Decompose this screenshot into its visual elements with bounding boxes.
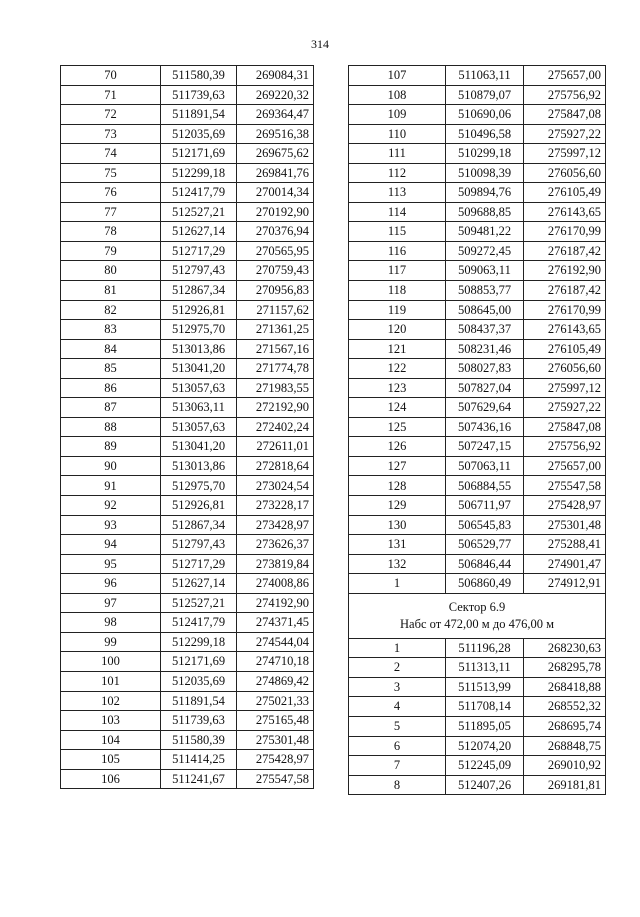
point-number: 7: [349, 756, 446, 776]
point-number: 80: [61, 261, 161, 281]
x-coordinate: 510098,39: [446, 163, 524, 183]
point-number: 122: [349, 359, 446, 379]
point-number: 113: [349, 183, 446, 203]
point-number: 90: [61, 456, 161, 476]
y-coordinate: 275301,48: [237, 730, 314, 750]
y-coordinate: 275847,08: [524, 417, 606, 437]
point-number: 3: [349, 677, 446, 697]
table-row: [349, 144, 606, 164]
x-coordinate: 512926,81: [161, 300, 237, 320]
table-row: [349, 339, 606, 359]
table-row: [349, 716, 606, 736]
y-coordinate: 274192,90: [237, 593, 314, 613]
x-coordinate: 512627,14: [161, 574, 237, 594]
x-coordinate: 510299,18: [446, 144, 524, 164]
y-coordinate: 268848,75: [524, 736, 606, 756]
point-number: 129: [349, 496, 446, 516]
sector-title: Сектор 6.9: [448, 599, 506, 614]
x-coordinate: 512717,29: [161, 241, 237, 261]
x-coordinate: 507247,15: [446, 437, 524, 457]
point-number: 76: [61, 183, 161, 203]
y-coordinate: 274008,86: [237, 574, 314, 594]
x-coordinate: 512797,43: [161, 535, 237, 555]
x-coordinate: 511739,63: [161, 711, 237, 731]
table-row: [61, 535, 314, 555]
y-coordinate: 276187,42: [524, 241, 606, 261]
x-coordinate: 506860,49: [446, 574, 524, 594]
table-row: [61, 378, 314, 398]
x-coordinate: 512867,34: [161, 281, 237, 301]
point-number: 130: [349, 515, 446, 535]
table-row: [61, 222, 314, 242]
y-coordinate: 276170,99: [524, 222, 606, 242]
table-row: [61, 574, 314, 594]
y-coordinate: 275927,22: [524, 398, 606, 418]
x-coordinate: 510879,07: [446, 85, 524, 105]
point-number: 87: [61, 398, 161, 418]
table-row: [61, 300, 314, 320]
y-coordinate: 276170,99: [524, 300, 606, 320]
table-row: [349, 677, 606, 697]
point-number: 86: [61, 378, 161, 398]
x-coordinate: 512527,21: [161, 593, 237, 613]
table-row: [349, 202, 606, 222]
point-number: 100: [61, 652, 161, 672]
table-row: [349, 85, 606, 105]
point-number: 118: [349, 281, 446, 301]
point-number: 81: [61, 281, 161, 301]
y-coordinate: 276143,65: [524, 202, 606, 222]
y-coordinate: 271157,62: [237, 300, 314, 320]
table-row: [61, 417, 314, 437]
point-number: 77: [61, 202, 161, 222]
table-row: [349, 398, 606, 418]
table-row: [61, 183, 314, 203]
y-coordinate: 273428,97: [237, 515, 314, 535]
table-row: [61, 320, 314, 340]
y-coordinate: 269841,76: [237, 163, 314, 183]
table-row: [61, 691, 314, 711]
x-coordinate: 512171,69: [161, 144, 237, 164]
x-coordinate: 506545,83: [446, 515, 524, 535]
y-coordinate: 275927,22: [524, 124, 606, 144]
point-number: 83: [61, 320, 161, 340]
table-row: [349, 66, 606, 86]
y-coordinate: 270956,83: [237, 281, 314, 301]
y-coordinate: 273819,84: [237, 554, 314, 574]
y-coordinate: 275428,97: [524, 496, 606, 516]
table-row: [61, 398, 314, 418]
point-number: 109: [349, 105, 446, 125]
y-coordinate: 275847,08: [524, 105, 606, 125]
x-coordinate: 511895,05: [446, 716, 524, 736]
x-coordinate: 512627,14: [161, 222, 237, 242]
table-row: [61, 711, 314, 731]
y-coordinate: 274869,42: [237, 671, 314, 691]
point-number: 1: [349, 638, 446, 658]
x-coordinate: 511241,67: [161, 769, 237, 789]
y-coordinate: 276187,42: [524, 281, 606, 301]
table-row: [61, 163, 314, 183]
y-coordinate: 275657,00: [524, 66, 606, 86]
x-coordinate: 508027,83: [446, 359, 524, 379]
y-coordinate: 275547,58: [524, 476, 606, 496]
point-number: 101: [61, 671, 161, 691]
x-coordinate: 510496,58: [446, 124, 524, 144]
point-number: 8: [349, 775, 446, 795]
y-coordinate: 276056,60: [524, 359, 606, 379]
y-coordinate: 276105,49: [524, 183, 606, 203]
sector-header-row: [349, 593, 606, 638]
point-number: 94: [61, 535, 161, 555]
y-coordinate: 268418,88: [524, 677, 606, 697]
page-number: 314: [311, 37, 329, 51]
table-row: [349, 515, 606, 535]
point-number: 71: [61, 85, 161, 105]
x-coordinate: 506884,55: [446, 476, 524, 496]
x-coordinate: 509894,76: [446, 183, 524, 203]
y-coordinate: 268230,63: [524, 638, 606, 658]
y-coordinate: 275547,58: [237, 769, 314, 789]
point-number: 110: [349, 124, 446, 144]
x-coordinate: 513013,86: [161, 456, 237, 476]
point-number: 93: [61, 515, 161, 535]
table-row: [61, 671, 314, 691]
x-coordinate: 506846,44: [446, 554, 524, 574]
x-coordinate: 508853,77: [446, 281, 524, 301]
y-coordinate: 275997,12: [524, 378, 606, 398]
point-number: 125: [349, 417, 446, 437]
table-row: [61, 359, 314, 379]
y-coordinate: 274544,04: [237, 632, 314, 652]
point-number: 132: [349, 554, 446, 574]
x-coordinate: 513041,20: [161, 437, 237, 457]
point-number: 97: [61, 593, 161, 613]
y-coordinate: 275288,41: [524, 535, 606, 555]
x-coordinate: 507436,16: [446, 417, 524, 437]
x-coordinate: 507827,04: [446, 378, 524, 398]
table-row: [61, 593, 314, 613]
y-coordinate: 276105,49: [524, 339, 606, 359]
x-coordinate: 512975,70: [161, 476, 237, 496]
y-coordinate: 268552,32: [524, 697, 606, 717]
table-row: [61, 66, 314, 86]
x-coordinate: 513063,11: [161, 398, 237, 418]
y-coordinate: 275165,48: [237, 711, 314, 731]
y-coordinate: 271983,55: [237, 378, 314, 398]
y-coordinate: 270565,95: [237, 241, 314, 261]
x-coordinate: 512299,18: [161, 632, 237, 652]
x-coordinate: 508437,37: [446, 320, 524, 340]
point-number: 119: [349, 300, 446, 320]
x-coordinate: 512407,26: [446, 775, 524, 795]
point-number: 2: [349, 658, 446, 678]
table-row: [61, 339, 314, 359]
point-number: 105: [61, 750, 161, 770]
y-coordinate: 270014,34: [237, 183, 314, 203]
point-number: 126: [349, 437, 446, 457]
point-number: 123: [349, 378, 446, 398]
table-row: [349, 535, 606, 555]
y-coordinate: 274912,91: [524, 574, 606, 594]
y-coordinate: 269675,62: [237, 144, 314, 164]
table-row: [61, 456, 314, 476]
table-row: [349, 183, 606, 203]
table-row: [349, 261, 606, 281]
y-coordinate: 275301,48: [524, 515, 606, 535]
x-coordinate: 512717,29: [161, 554, 237, 574]
x-coordinate: 507629,64: [446, 398, 524, 418]
x-coordinate: 512035,69: [161, 124, 237, 144]
table-row: [61, 496, 314, 516]
table-row: [61, 554, 314, 574]
y-coordinate: 269220,32: [237, 85, 314, 105]
point-number: 91: [61, 476, 161, 496]
x-coordinate: 512417,79: [161, 183, 237, 203]
point-number: 70: [61, 66, 161, 86]
point-number: 96: [61, 574, 161, 594]
point-number: 128: [349, 476, 446, 496]
coordinates-table-left: [60, 65, 314, 789]
table-row: [349, 359, 606, 379]
table-row: [349, 476, 606, 496]
point-number: 75: [61, 163, 161, 183]
table-row: [61, 613, 314, 633]
y-coordinate: 274710,18: [237, 652, 314, 672]
table-row: [349, 456, 606, 476]
table-row: [61, 241, 314, 261]
sector-header: [349, 593, 606, 638]
y-coordinate: 276192,90: [524, 261, 606, 281]
y-coordinate: 268295,78: [524, 658, 606, 678]
x-coordinate: 511708,14: [446, 697, 524, 717]
y-coordinate: 273228,17: [237, 496, 314, 516]
table-row: [349, 241, 606, 261]
point-number: 120: [349, 320, 446, 340]
point-number: 99: [61, 632, 161, 652]
point-number: 107: [349, 66, 446, 86]
x-coordinate: 511414,25: [161, 750, 237, 770]
point-number: 4: [349, 697, 446, 717]
point-number: 103: [61, 711, 161, 731]
y-coordinate: 269364,47: [237, 105, 314, 125]
x-coordinate: 506529,77: [446, 535, 524, 555]
y-coordinate: 268695,74: [524, 716, 606, 736]
x-coordinate: 511580,39: [161, 730, 237, 750]
point-number: 116: [349, 241, 446, 261]
x-coordinate: 511580,39: [161, 66, 237, 86]
y-coordinate: 270376,94: [237, 222, 314, 242]
x-coordinate: 506711,97: [446, 496, 524, 516]
point-number: 79: [61, 241, 161, 261]
x-coordinate: 512417,79: [161, 613, 237, 633]
table-row: [61, 124, 314, 144]
x-coordinate: 512867,34: [161, 515, 237, 535]
table-row: [61, 750, 314, 770]
x-coordinate: 511891,54: [161, 105, 237, 125]
x-coordinate: 508231,46: [446, 339, 524, 359]
table-row: [61, 144, 314, 164]
table-row: [349, 320, 606, 340]
y-coordinate: 272611,01: [237, 437, 314, 457]
point-number: 127: [349, 456, 446, 476]
point-number: 111: [349, 144, 446, 164]
x-coordinate: 512797,43: [161, 261, 237, 281]
point-number: 5: [349, 716, 446, 736]
y-coordinate: 276056,60: [524, 163, 606, 183]
table-row: [349, 756, 606, 776]
table-row: [61, 769, 314, 789]
y-coordinate: 269084,31: [237, 66, 314, 86]
y-coordinate: 275428,97: [237, 750, 314, 770]
point-number: 115: [349, 222, 446, 242]
y-coordinate: 274901,47: [524, 554, 606, 574]
y-coordinate: 271567,16: [237, 339, 314, 359]
x-coordinate: 513013,86: [161, 339, 237, 359]
point-number: 117: [349, 261, 446, 281]
table-row: [61, 632, 314, 652]
point-number: 104: [61, 730, 161, 750]
point-number: 73: [61, 124, 161, 144]
x-coordinate: 509272,45: [446, 241, 524, 261]
point-number: 74: [61, 144, 161, 164]
x-coordinate: 512245,09: [446, 756, 524, 776]
table-row: [349, 496, 606, 516]
x-coordinate: 512035,69: [161, 671, 237, 691]
point-number: 121: [349, 339, 446, 359]
table-row: [61, 437, 314, 457]
point-number: 1: [349, 574, 446, 594]
x-coordinate: 509688,85: [446, 202, 524, 222]
x-coordinate: 508645,00: [446, 300, 524, 320]
point-number: 88: [61, 417, 161, 437]
point-number: 84: [61, 339, 161, 359]
table-row: [349, 222, 606, 242]
table-row: [349, 574, 606, 594]
x-coordinate: 513057,63: [161, 378, 237, 398]
point-number: 6: [349, 736, 446, 756]
table-row: [61, 85, 314, 105]
x-coordinate: 509481,22: [446, 222, 524, 242]
point-number: 108: [349, 85, 446, 105]
x-coordinate: 511313,11: [446, 658, 524, 678]
point-number: 102: [61, 691, 161, 711]
y-coordinate: 270759,43: [237, 261, 314, 281]
point-number: 95: [61, 554, 161, 574]
x-coordinate: 512527,21: [161, 202, 237, 222]
x-coordinate: 511891,54: [161, 691, 237, 711]
x-coordinate: 512074,20: [446, 736, 524, 756]
x-coordinate: 507063,11: [446, 456, 524, 476]
table-row: [61, 281, 314, 301]
table-row: [349, 417, 606, 437]
table-row: [61, 476, 314, 496]
point-number: 106: [61, 769, 161, 789]
table-row: [349, 124, 606, 144]
coordinates-table-right: [348, 65, 606, 795]
y-coordinate: 272402,24: [237, 417, 314, 437]
y-coordinate: 275756,92: [524, 85, 606, 105]
table-row: [349, 638, 606, 658]
y-coordinate: 275997,12: [524, 144, 606, 164]
y-coordinate: 269181,81: [524, 775, 606, 795]
point-number: 98: [61, 613, 161, 633]
x-coordinate: 511739,63: [161, 85, 237, 105]
table-row: [61, 515, 314, 535]
table-row: [349, 736, 606, 756]
y-coordinate: 269010,92: [524, 756, 606, 776]
point-number: 85: [61, 359, 161, 379]
point-number: 114: [349, 202, 446, 222]
y-coordinate: 270192,90: [237, 202, 314, 222]
x-coordinate: 512299,18: [161, 163, 237, 183]
x-coordinate: 512975,70: [161, 320, 237, 340]
point-number: 72: [61, 105, 161, 125]
table-row: [61, 105, 314, 125]
point-number: 112: [349, 163, 446, 183]
point-number: 89: [61, 437, 161, 457]
y-coordinate: 272192,90: [237, 398, 314, 418]
x-coordinate: 511513,99: [446, 677, 524, 697]
table-row: [349, 658, 606, 678]
y-coordinate: 275021,33: [237, 691, 314, 711]
table-row: [349, 300, 606, 320]
table-row: [349, 775, 606, 795]
x-coordinate: 513041,20: [161, 359, 237, 379]
x-coordinate: 512926,81: [161, 496, 237, 516]
y-coordinate: 273626,37: [237, 535, 314, 555]
y-coordinate: 276143,65: [524, 320, 606, 340]
y-coordinate: 273024,54: [237, 476, 314, 496]
table-row: [349, 378, 606, 398]
table-row: [349, 105, 606, 125]
y-coordinate: 275756,92: [524, 437, 606, 457]
y-coordinate: 274371,45: [237, 613, 314, 633]
table-row: [349, 163, 606, 183]
table-row: [349, 281, 606, 301]
y-coordinate: 269516,38: [237, 124, 314, 144]
point-number: 124: [349, 398, 446, 418]
x-coordinate: 509063,11: [446, 261, 524, 281]
sector-range: Набс от 472,00 м до 476,00 м: [400, 616, 554, 631]
y-coordinate: 271774,78: [237, 359, 314, 379]
point-number: 92: [61, 496, 161, 516]
y-coordinate: 272818,64: [237, 456, 314, 476]
x-coordinate: 511063,11: [446, 66, 524, 86]
x-coordinate: 513057,63: [161, 417, 237, 437]
table-row: [61, 202, 314, 222]
table-row: [349, 697, 606, 717]
y-coordinate: 275657,00: [524, 456, 606, 476]
x-coordinate: 512171,69: [161, 652, 237, 672]
table-row: [61, 261, 314, 281]
y-coordinate: 271361,25: [237, 320, 314, 340]
table-row: [349, 437, 606, 457]
point-number: 82: [61, 300, 161, 320]
x-coordinate: 511196,28: [446, 638, 524, 658]
table-row: [61, 730, 314, 750]
point-number: 78: [61, 222, 161, 242]
point-number: 131: [349, 535, 446, 555]
table-row: [349, 554, 606, 574]
x-coordinate: 510690,06: [446, 105, 524, 125]
table-row: [61, 652, 314, 672]
